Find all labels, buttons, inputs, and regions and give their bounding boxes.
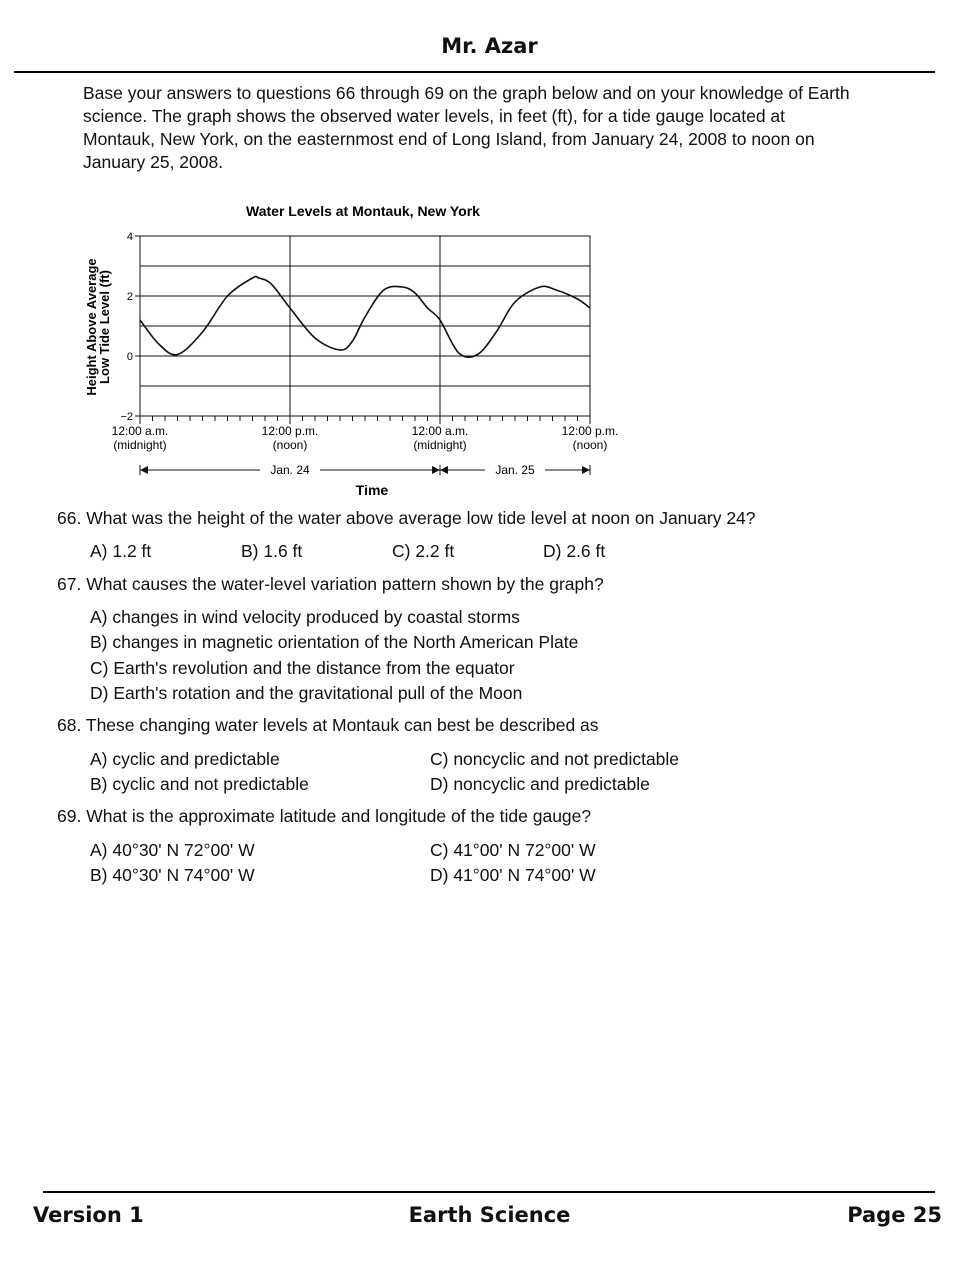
footer-subject: Earth Science	[408, 1203, 571, 1227]
q67-option-d: D) Earth's rotation and the gravitational pull of the Moon	[90, 683, 523, 703]
question-number: 68.	[57, 715, 82, 735]
page-header-title: Mr. Azar	[441, 34, 538, 58]
footer-rule	[43, 1191, 935, 1193]
q69-option-b: B) 40°30' N 74°00' W	[90, 865, 255, 885]
question-69	[57, 806, 591, 827]
question-text: What causes the water-level variation pattern shown by the graph?	[86, 574, 604, 594]
header-rule	[14, 71, 935, 73]
x-tick-sublabel: (midnight)	[413, 438, 467, 452]
y-tick-label: −2	[120, 411, 133, 423]
q67-option-b: B) changes in magnetic orientation of the North American Plate	[90, 632, 579, 652]
q68-option-b: B) cyclic and not predictable	[90, 774, 309, 794]
x-tick-sublabel: (noon)	[572, 438, 608, 452]
x-axis-label: Time	[355, 482, 389, 498]
q68-option-c: C) noncyclic and not predictable	[430, 749, 680, 769]
date-range-label: Jan. 25	[495, 463, 535, 477]
x-tick-label: 12:00 p.m.	[261, 424, 319, 438]
q67-option-c: C) Earth's revolution and the distance from the equator	[90, 658, 515, 678]
q69-option-d: D) 41°00' N 74°00' W	[430, 865, 596, 885]
y-tick-label: 4	[126, 231, 133, 243]
question-text: These changing water levels at Montauk can best be described as	[85, 715, 599, 735]
q66-option-a: A) 1.2 ft	[90, 541, 152, 561]
chart-title: Water Levels at Montauk, New York	[246, 203, 480, 219]
water-level-chart	[78, 196, 638, 501]
question-text: What is the approximate latitude and longitude of the tide gauge?	[86, 806, 592, 826]
q66-option-c: C) 2.2 ft	[392, 541, 455, 561]
date-range-arrowhead	[440, 466, 448, 474]
q68-option-a: A) cyclic and predictable	[90, 749, 280, 769]
series-line-water-level	[140, 276, 590, 357]
q69-option-a: A) 40°30' N 72°00' W	[90, 840, 255, 860]
q69-option-c: C) 41°00' N 72°00' W	[430, 840, 596, 860]
q66-option-b: B) 1.6 ft	[241, 541, 303, 561]
q68-option-d: D) noncyclic and predictable	[430, 774, 650, 794]
date-range-arrowhead	[140, 466, 148, 474]
question-number: 66.	[57, 508, 82, 528]
question-text: What was the height of the water above average low tide level at noon on January 24?	[86, 508, 756, 528]
x-tick-label: 12:00 a.m.	[111, 424, 169, 438]
x-tick-label: 12:00 p.m.	[561, 424, 619, 438]
x-tick-sublabel: (midnight)	[113, 438, 167, 452]
y-tick-label: 0	[126, 351, 133, 363]
footer-page-number: Page 25	[847, 1203, 942, 1227]
q67-option-a: A) changes in wind velocity produced by coastal storms	[90, 607, 520, 627]
y-tick-label: 2	[126, 291, 133, 303]
x-tick-label: 12:00 a.m.	[411, 424, 469, 438]
y-axis-label-line1: Height Above Average	[84, 258, 99, 396]
question-number: 69.	[57, 806, 82, 826]
date-range-arrowhead	[582, 466, 590, 474]
question-number: 67.	[57, 574, 82, 594]
q66-option-d: D) 2.6 ft	[543, 541, 606, 561]
x-tick-sublabel: (noon)	[272, 438, 308, 452]
question-66	[57, 508, 756, 529]
date-range-label: Jan. 24	[270, 463, 310, 477]
question-67	[57, 574, 604, 595]
date-range-arrowhead	[432, 466, 440, 474]
question-68	[57, 715, 599, 736]
intro-paragraph: Base your answers to questions 66 through 69 on the graph below and on your knowledge of Earth science. The graph shows the observed water levels, in feet (ft), for a tide gauge located at Montauk, New York, on the easternmost end of Long Island, from January 24, 2008 to noon on January 25, 2008.	[83, 83, 850, 172]
y-axis-label-line2: Low Tide Level (ft)	[97, 270, 112, 384]
footer-version: Version 1	[33, 1203, 144, 1227]
